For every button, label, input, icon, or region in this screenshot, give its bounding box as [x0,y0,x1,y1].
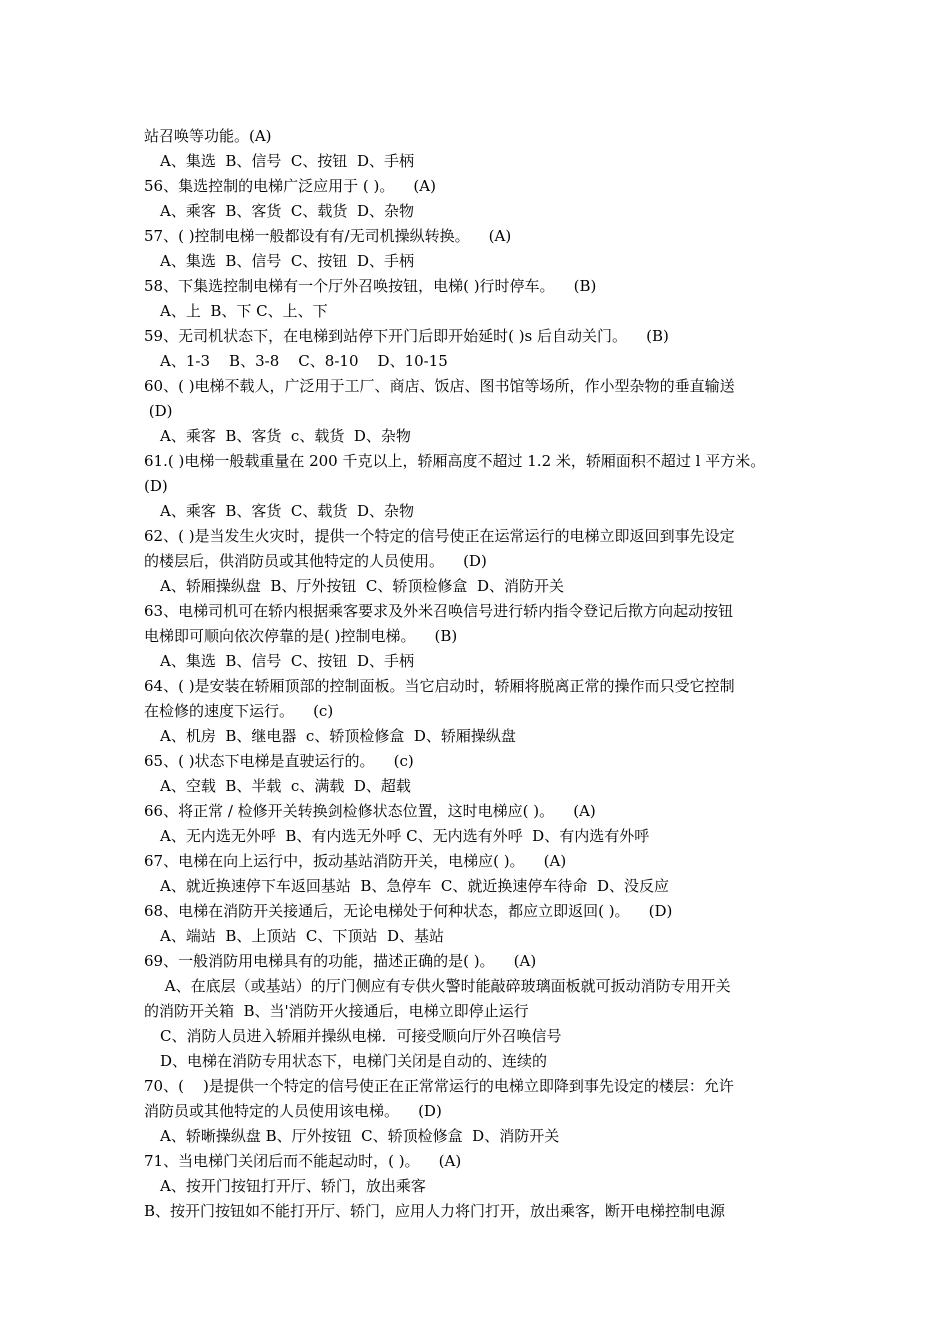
question-text-line: 在检修的速度下运行。 (c) [144,702,334,720]
answer-options-line: A、在底层（或基站）的厅门侧应有专供火警时能敲碎玻璃面板就可扳动消防专用开关 [160,977,731,995]
question-list [144,124,820,1224]
question-text-line: 66、将正常 / 检修开关转换剑检修状态位置，这时电梯应( )。 (A) [144,802,596,820]
answer-options-line: A、轿厢操纵盘 B、厅外按钮 C、轿顶检修盒 D、消防开关 [160,577,564,595]
question-text-line: 67、电梯在向上运行中，扳动基站消防开关，电梯应( )。 (A) [144,852,567,870]
answer-options-line: A、按开门按钮打开厅、轿门，放出乘客 [160,1177,426,1195]
question-text-line: 的消防开关箱 B、当'消防开火接通后，电梯立即停止运行 [144,1002,529,1020]
answer-options-line: A、机房 B、继电器 c、轿顶检修盒 D、轿厢操纵盘 [160,727,516,745]
question-text-line: (D) [144,402,173,420]
question-text-line: 71、当电梯门关闭后而不能起动时，( )。 (A) [144,1152,462,1170]
answer-options-line: C、消防人员进入轿厢并操纵电梯．可接受顺向厅外召唤信号 [160,1027,562,1045]
question-text-line: B、按开门按钮如不能打开厅、轿门，应用人力将门打开，放出乘客，断开电梯控制电源 [144,1202,726,1220]
answer-options-line: A、端站 B、上顶站 C、下顶站 D、基站 [160,927,444,945]
question-text-line: 61.( )电梯一般载重量在 200 千克以上，轿厢高度不超过 1.2 米，轿厢面积不超过 l 平方米。 [144,452,766,470]
answer-options-line: A、集选 B、信号 C、按钮 D、手柄 [160,152,414,170]
question-text-line: 的楼层后，供消防员或其他特定的人员使用。 (D) [144,552,487,570]
answer-options-line: A、集选 B、信号 C、按钮 D、手柄 [160,652,414,670]
question-text-line: 63、电梯司机可在轿内根据乘客要求及外米召唤信号进行轿内指令登记后揿方向起动按钮 [144,602,734,620]
question-text-line: 站召唤等功能。(A) [144,127,272,145]
answer-options-line: A、乘客 B、客货 C、载货 D、杂物 [160,502,414,520]
question-text-line: 电梯即可顺向依次停靠的是( )控制电梯。 (B) [144,627,458,645]
answer-options-line: A、就近换速停下车返回基站 B、急停车 C、就近换速停车待命 D、没反应 [160,877,669,895]
question-text-line: 60、( )电梯不载人，广泛用于工厂、商店、饭店、图书馆等场所，作小型杂物的垂直输送 [144,377,735,395]
answer-options-line: A、乘客 B、客货 c、载货 D、杂物 [160,427,411,445]
question-text-line: (D) [144,477,168,495]
answer-options-line: A、上 B、下 C、上、下 [160,302,328,320]
answer-options-line: A、乘客 B、客货 C、载货 D、杂物 [160,202,414,220]
question-text-line: 59、无司机状态下，在电梯到站停下开门后即开始延时( )s 后自动关门。 (B) [144,327,669,345]
question-text-line: 70、( )是提供一个特定的信号使正在正常常运行的电梯立即降到事先设定的楼层：允许 [144,1077,734,1095]
question-text-line: 58、下集选控制电梯有一个厅外召唤按钮，电梯( )行时停车。 (B) [144,277,597,295]
question-text-line: 消防员或其他特定的人员使用该电梯。 (D) [144,1102,442,1120]
answer-options-line: D、电梯在消防专用状态下，电梯门关闭是自动的、连续的 [160,1052,548,1070]
question-text-line: 64、( )是安装在轿厢顶部的控制面板。当它启动时，轿厢将脱离正常的操作而只受它控制 [144,677,735,695]
question-text-line: 68、电梯在消防开关接通后，无论电梯处于何种状态，都应立即返回( )。 (D) [144,902,673,920]
answer-options-line: A、1-3 B、3-8 C、8-10 D、10-15 [160,352,448,370]
question-text-line: 56、集选控制的电梯广泛应用于 ( )。 (A) [144,177,436,195]
question-text-line: 62、( )是当发生火灾时，提供一个特定的信号使正在运常运行的电梯立即返回到事先设定 [144,527,735,545]
question-text-line: 57、( )控制电梯一般都设有有/无司机操纵转换。 (A) [144,227,512,245]
answer-options-line: A、无内选无外呼 B、有内选无外呼 C、无内选有外呼 D、有内选有外呼 [160,827,650,845]
answer-options-line: A、空载 B、半载 c、满载 D、超载 [160,777,411,795]
question-text-line: 65、( )状态下电梯是直驶运行的。 (c) [144,752,414,770]
answer-options-line: A、集选 B、信号 C、按钮 D、手柄 [160,252,414,270]
answer-options-line: A、轿晰操纵盘 B、厅外按钮 C、轿顶检修盒 D、消防开关 [160,1127,560,1145]
question-text-line: 69、一般消防用电梯具有的功能，描述正确的是( )。 (A) [144,952,537,970]
